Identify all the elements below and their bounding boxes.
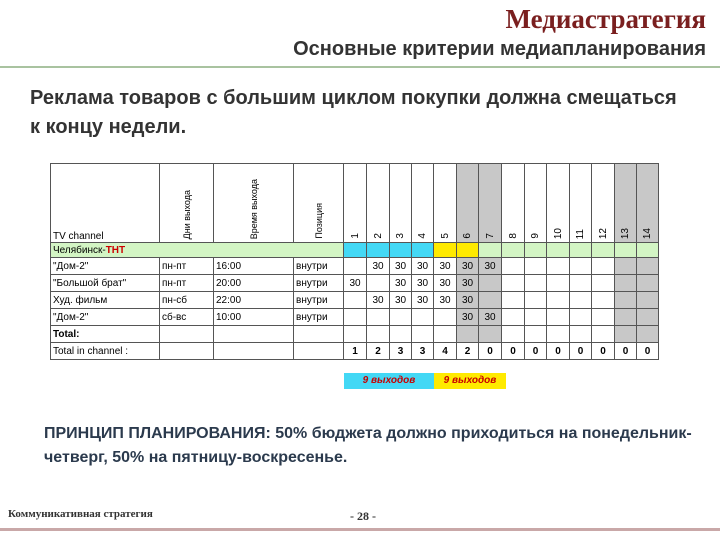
spot-cell: [344, 258, 367, 275]
spot-cell-text: 30: [394, 277, 407, 289]
section-cell: [367, 243, 390, 258]
col-header-day-7-text: 7: [484, 233, 496, 239]
col-header-day-6-text: 6: [462, 233, 473, 239]
spot-cell-text: 30: [394, 260, 407, 272]
spot-cell: [390, 275, 412, 292]
section-row: [51, 243, 659, 258]
section-cell: [615, 243, 637, 258]
media-plan-table-wrap: [50, 163, 662, 386]
spot-cell: [592, 258, 615, 275]
spot-cell: [390, 258, 412, 275]
total-channel-cell-text: 1: [352, 345, 358, 357]
total-channel-cell: [434, 343, 457, 360]
col-header-day-14: [637, 164, 659, 243]
total-channel-cell-text: 2: [464, 345, 471, 357]
total-channel-cell-text: 0: [487, 345, 493, 357]
section-label: [51, 243, 344, 258]
table-row: [51, 309, 659, 326]
col-header-day-4-text: 4: [417, 233, 428, 239]
total-channel-cell-text: 0: [577, 345, 584, 357]
section-cell: [570, 243, 592, 258]
col-header-day-12-text: 12: [597, 227, 609, 239]
program-days-text: пн-пт: [162, 260, 187, 272]
program-name-text: "Дом-2": [53, 311, 89, 323]
weekend-spots-label: 9 выходов: [434, 373, 506, 389]
total-cell: [525, 326, 547, 343]
program-name-text: Худ. фильм: [53, 294, 108, 306]
spot-cell: [390, 309, 412, 326]
planning-principle: ПРИНЦИП ПЛАНИРОВАНИЯ: 50% бюджета должно приходиться на понедельник-четверг, 50% на пятницу-воскресенье.: [44, 425, 692, 466]
col-header-day-10-text: 10: [552, 227, 564, 239]
spot-cell: [525, 258, 547, 275]
total-channel-cell-text: 0: [532, 345, 539, 357]
spot-cell: [457, 258, 479, 275]
total-label-text: Total:: [53, 328, 80, 340]
col-header-day-6: [457, 164, 479, 243]
total-channel-cell: [390, 343, 412, 360]
section-cell: [502, 243, 525, 258]
section-city: Челябинск-: [53, 244, 106, 256]
spot-cell: [344, 292, 367, 309]
program-name: [51, 309, 160, 326]
spot-cell: [547, 275, 570, 292]
spot-cell: [479, 309, 502, 326]
total-channel-label: [51, 343, 160, 360]
spot-cell: [502, 275, 525, 292]
total-channel-cell: [412, 343, 434, 360]
total-channel-cell: [615, 343, 637, 360]
spot-cell: [637, 275, 659, 292]
spot-cell: [637, 258, 659, 275]
spot-cell-text: 30: [461, 311, 474, 323]
total-channel-cell: [637, 343, 659, 360]
weekday-spots-label: 9 выходов: [344, 373, 434, 389]
total-channel-cell: [570, 343, 592, 360]
program-name: [51, 292, 160, 309]
col-header-day-1-text: 1: [349, 233, 361, 239]
program-position: [294, 292, 344, 309]
spot-cell-text: 30: [484, 311, 496, 323]
program-name-text: "Дом-2": [53, 260, 89, 272]
total-channel-cell-text: 0: [600, 345, 606, 357]
col-header-day-12: [592, 164, 615, 243]
col-header-channel-text: TV channel: [53, 231, 104, 242]
spot-cell: [570, 309, 592, 326]
program-position-text: внутри: [296, 294, 328, 306]
spot-cell: [547, 258, 570, 275]
total-channel-cell-text: 3: [397, 345, 404, 357]
program-time-text: 22:00: [216, 294, 242, 306]
spot-cell-text: 30: [349, 277, 361, 289]
total-cell: [592, 326, 615, 343]
spot-cell-text: 30: [461, 277, 474, 289]
col-header-time: [214, 164, 294, 243]
table-row: [51, 275, 659, 292]
spot-cell-text: 30: [461, 260, 474, 272]
total-cell: [570, 326, 592, 343]
col-header-day-3-text: 3: [395, 233, 406, 239]
total-row: [51, 326, 659, 343]
total-channel-empty: [214, 343, 294, 360]
total-channel-cell: [547, 343, 570, 360]
total-channel-cell: [344, 343, 367, 360]
col-header-time-text: Время выхода: [248, 178, 259, 239]
col-header-days-text: Дни выхода: [181, 189, 192, 239]
col-header-channel: [51, 164, 160, 243]
section-cell: [344, 243, 367, 258]
section-cell: [637, 243, 659, 258]
program-position-text: внутри: [296, 311, 328, 323]
section-cell: [457, 243, 479, 258]
program-days-text: сб-вс: [162, 311, 187, 323]
total-channel-empty: [160, 343, 214, 360]
section-cell: [592, 243, 615, 258]
spot-cell: [525, 309, 547, 326]
total-empty: [294, 326, 344, 343]
spot-cell: [615, 275, 637, 292]
table-header-row: [51, 164, 659, 243]
col-header-position-text: Позиция: [313, 203, 324, 239]
spot-cell: [592, 292, 615, 309]
total-cell: [457, 326, 479, 343]
spot-cell-text: 30: [439, 260, 451, 272]
section-cell: [434, 243, 457, 258]
program-days: [160, 292, 214, 309]
spot-cell-text: 30: [394, 294, 407, 306]
spot-cell-text: 30: [439, 294, 451, 306]
total-channel-cell: [457, 343, 479, 360]
spot-cell: [479, 258, 502, 275]
page-number: - 28 -: [350, 509, 376, 523]
section-cell: [479, 243, 502, 258]
spot-cell: [434, 258, 457, 275]
col-header-day-2: [367, 164, 390, 243]
spot-cell-text: 30: [439, 277, 451, 289]
spot-cell-text: 30: [484, 260, 496, 272]
total-cell: [367, 326, 390, 343]
spot-cell: [547, 309, 570, 326]
spot-cell: [570, 258, 592, 275]
col-header-day-9-text: 9: [530, 233, 541, 239]
spot-cell: [457, 309, 479, 326]
program-name: [51, 258, 160, 275]
col-header-day-13: [615, 164, 637, 243]
col-header-position: [294, 164, 344, 243]
col-header-day-8-text: 8: [507, 233, 519, 239]
spot-cell: [457, 275, 479, 292]
spot-cell: [457, 292, 479, 309]
program-days-text: пн-сб: [162, 294, 187, 306]
section-cell: [525, 243, 547, 258]
col-header-day-13-text: 13: [620, 227, 631, 239]
program-position: [294, 275, 344, 292]
spot-cell: [479, 275, 502, 292]
total-channel-cell: [525, 343, 547, 360]
lead-text: Реклама товаров с большим циклом покупки должна смещаться к концу недели.: [30, 87, 677, 138]
footer-divider: [0, 528, 720, 531]
program-position-text: внутри: [296, 260, 328, 272]
program-days: [160, 309, 214, 326]
spot-cell: [412, 275, 434, 292]
spot-cell-text: 30: [372, 294, 384, 306]
section-cell: [390, 243, 412, 258]
col-header-day-11: [570, 164, 592, 243]
spot-cell: [615, 258, 637, 275]
program-position: [294, 258, 344, 275]
table-row: [51, 292, 659, 309]
spot-cell: [367, 275, 390, 292]
total-channel-cell: [367, 343, 390, 360]
spot-cell: [412, 309, 434, 326]
total-channel-cell-text: 0: [644, 345, 651, 357]
program-days: [160, 275, 214, 292]
spot-cell-text: 30: [372, 260, 384, 272]
slide-subtitle: Основные критерии медиапланирования: [293, 38, 706, 60]
total-empty: [160, 326, 214, 343]
spot-cell: [592, 309, 615, 326]
total-channel-cell-text: 0: [510, 345, 516, 357]
col-header-day-11-text: 11: [575, 228, 586, 239]
total-channel-cell-text: 0: [622, 345, 629, 357]
program-time: [214, 292, 294, 309]
header-divider: [0, 66, 720, 68]
spot-cell: [434, 275, 457, 292]
col-header-day-5: [434, 164, 457, 243]
total-cell: [502, 326, 525, 343]
col-header-day-3: [390, 164, 412, 243]
total-channel-cell-text: 4: [442, 345, 448, 357]
col-header-day-8: [502, 164, 525, 243]
spot-cell: [615, 292, 637, 309]
col-header-day-7: [479, 164, 502, 243]
total-channel-label-text: Total in channel :: [53, 345, 129, 357]
footer-left: Коммуникативная стратегия: [8, 508, 153, 520]
total-channel-row: [51, 343, 659, 360]
total-cell: [390, 326, 412, 343]
spot-cell-text: 30: [416, 260, 429, 272]
total-channel-cell-text: 2: [375, 345, 381, 357]
table-row: [51, 258, 659, 275]
total-channel-cell: [479, 343, 502, 360]
program-days-text: пн-пт: [162, 277, 187, 289]
col-header-day-5-text: 5: [439, 233, 451, 239]
spot-cell: [637, 309, 659, 326]
spot-cell: [525, 292, 547, 309]
col-header-day-9: [525, 164, 547, 243]
section-channel: ТНТ: [105, 244, 126, 256]
spot-cell: [525, 275, 547, 292]
spot-cell: [367, 309, 390, 326]
spot-cell: [547, 292, 570, 309]
program-name-text: "Большой брат": [53, 277, 127, 289]
spot-cell: [434, 309, 457, 326]
total-cell: [412, 326, 434, 343]
program-position: [294, 309, 344, 326]
spot-cell: [502, 309, 525, 326]
section-cell: [412, 243, 434, 258]
col-header-day-4: [412, 164, 434, 243]
spot-cell: [479, 292, 502, 309]
total-cell: [637, 326, 659, 343]
total-channel-cell: [502, 343, 525, 360]
program-name: [51, 275, 160, 292]
col-header-day-14-text: 14: [642, 227, 653, 239]
spot-cell: [344, 275, 367, 292]
program-time: [214, 309, 294, 326]
slide-title: Медиастратегия: [505, 4, 706, 34]
spot-cell: [412, 258, 434, 275]
program-days: [160, 258, 214, 275]
spot-cell: [434, 292, 457, 309]
spot-cell: [344, 309, 367, 326]
spot-cell: [570, 275, 592, 292]
total-channel-cell-text: 0: [555, 345, 561, 357]
total-cell: [434, 326, 457, 343]
spot-cell: [367, 258, 390, 275]
total-label: [51, 326, 160, 343]
spot-cell: [367, 292, 390, 309]
spot-cell-text: 30: [461, 294, 474, 306]
total-cell: [615, 326, 637, 343]
spot-cell: [570, 292, 592, 309]
spot-cell: [502, 258, 525, 275]
program-time-text: 16:00: [216, 260, 242, 272]
spot-cell: [592, 275, 615, 292]
program-time-text: 10:00: [216, 311, 242, 323]
col-header-days: [160, 164, 214, 243]
spot-cell: [412, 292, 434, 309]
total-cell: [547, 326, 570, 343]
total-cell: [479, 326, 502, 343]
spot-cell-text: 30: [416, 294, 429, 306]
total-empty: [214, 326, 294, 343]
program-time: [214, 275, 294, 292]
spot-cell: [637, 292, 659, 309]
total-channel-cell: [592, 343, 615, 360]
total-channel-cell-text: 3: [419, 345, 426, 357]
total-cell: [344, 326, 367, 343]
col-header-day-10: [547, 164, 570, 243]
col-header-day-1: [344, 164, 367, 243]
col-header-day-2-text: 2: [372, 233, 384, 239]
spot-cell: [502, 292, 525, 309]
spot-cell-text: 30: [416, 277, 429, 289]
program-position-text: внутри: [296, 277, 328, 289]
total-channel-empty: [294, 343, 344, 360]
media-plan-table: [50, 163, 659, 360]
program-time: [214, 258, 294, 275]
program-time-text: 20:00: [216, 277, 242, 289]
spot-cell: [390, 292, 412, 309]
section-cell: [547, 243, 570, 258]
spot-cell: [615, 309, 637, 326]
